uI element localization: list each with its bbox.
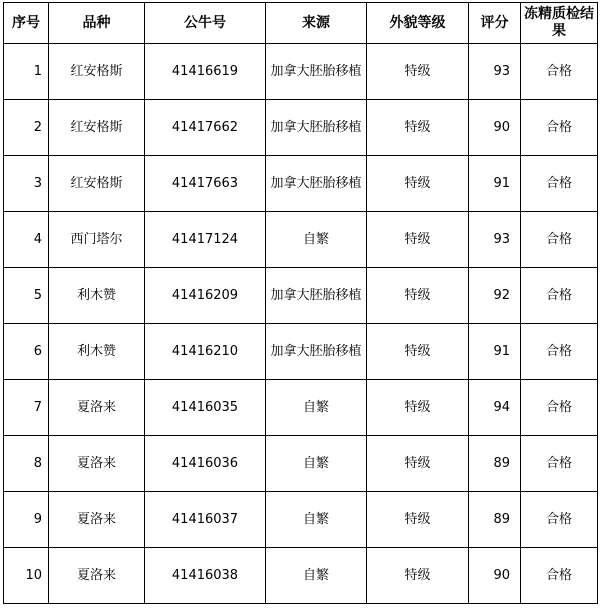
cell-breed (49, 100, 145, 156)
table-row (4, 212, 598, 268)
cell-breed (49, 212, 145, 268)
cell-source-text: 加拿大胚胎移植 (270, 343, 362, 359)
cell-no (4, 100, 49, 156)
cell-breed-text: 西门塔尔 (70, 231, 123, 247)
cell-no-text: 7 (33, 399, 42, 415)
cell-no (4, 44, 49, 100)
cell-bull-number (145, 324, 266, 380)
cell-score (469, 212, 521, 268)
cell-source (266, 100, 367, 156)
cell-score (469, 436, 521, 492)
cell-result-text: 合格 (545, 343, 572, 359)
cell-no (4, 548, 49, 604)
cell-grade (367, 100, 469, 156)
cell-result (521, 100, 598, 156)
cell-no (4, 268, 49, 324)
cell-grade-text: 特级 (404, 399, 431, 415)
cell-bull-number (145, 44, 266, 100)
cell-breed-text: 利木赞 (76, 287, 116, 303)
cell-score (469, 268, 521, 324)
cell-grade-text: 特级 (404, 63, 431, 79)
cell-breed-text: 夏洛来 (76, 567, 116, 583)
cell-bull-number (145, 380, 266, 436)
cell-breed-text: 红安格斯 (70, 63, 123, 79)
cell-grade (367, 492, 469, 548)
cell-score (469, 100, 521, 156)
header-score: 评分 (469, 3, 521, 44)
cell-grade-text: 特级 (404, 287, 431, 303)
cell-score-text: 91 (493, 175, 510, 191)
cell-no-text: 5 (33, 287, 42, 303)
cell-bull-number-text: 41416037 (171, 511, 239, 527)
cell-breed (49, 380, 145, 436)
header-appearance-grade: 外貌等级 (367, 3, 469, 44)
cell-score-text: 93 (493, 231, 510, 247)
table-row (4, 436, 598, 492)
cell-result-text: 合格 (545, 63, 572, 79)
cell-bull-number-text: 41416035 (171, 399, 239, 415)
header-bull-number: 公牛号 (145, 3, 266, 44)
cell-grade (367, 436, 469, 492)
cell-no (4, 156, 49, 212)
cell-bull-number-text: 41416038 (171, 567, 239, 583)
cell-grade-text: 特级 (404, 455, 431, 471)
cell-breed-text: 夏洛来 (76, 399, 116, 415)
cell-grade (367, 380, 469, 436)
cell-source (266, 380, 367, 436)
cell-grade (367, 548, 469, 604)
cell-grade-text: 特级 (404, 567, 431, 583)
cell-grade (367, 44, 469, 100)
cell-score (469, 324, 521, 380)
header-semen-test-result: 冻精质检结果 (521, 3, 598, 44)
cell-result (521, 492, 598, 548)
cell-bull-number-text: 41417663 (171, 175, 239, 191)
cell-source (266, 492, 367, 548)
cell-bull-number-text: 41416210 (171, 343, 239, 359)
cell-source (266, 436, 367, 492)
cell-score (469, 156, 521, 212)
cell-score (469, 44, 521, 100)
cell-grade-text: 特级 (404, 231, 431, 247)
cell-result (521, 156, 598, 212)
cell-bull-number (145, 156, 266, 212)
table-row (4, 380, 598, 436)
cell-score-text: 91 (493, 343, 510, 359)
cell-breed (49, 324, 145, 380)
cell-result-text: 合格 (545, 287, 572, 303)
table-row (4, 156, 598, 212)
cell-no-text: 2 (33, 119, 42, 135)
cell-score-text: 92 (493, 287, 510, 303)
cell-result (521, 324, 598, 380)
cell-score (469, 548, 521, 604)
cell-no-text: 8 (33, 455, 42, 471)
cell-source-text: 自繁 (302, 455, 329, 471)
cell-score-text: 89 (493, 455, 510, 471)
cell-no-text: 3 (33, 175, 42, 191)
table-row (4, 100, 598, 156)
cell-source-text: 自繁 (302, 567, 329, 583)
cell-grade (367, 212, 469, 268)
cell-source (266, 324, 367, 380)
cell-score-text: 90 (493, 567, 510, 583)
cell-grade-text: 特级 (404, 175, 431, 191)
cell-bull-number (145, 212, 266, 268)
cell-grade (367, 156, 469, 212)
cell-grade-text: 特级 (404, 343, 431, 359)
table-row (4, 268, 598, 324)
cell-bull-number-text: 41417662 (171, 119, 239, 135)
cell-source-text: 加拿大胚胎移植 (270, 119, 362, 135)
cell-result (521, 380, 598, 436)
cell-no-text: 10 (25, 567, 42, 583)
cell-breed-text: 夏洛来 (76, 511, 116, 527)
table-row (4, 44, 598, 100)
cell-bull-number-text: 41417124 (171, 231, 239, 247)
cell-result-text: 合格 (545, 175, 572, 191)
cell-bull-number (145, 100, 266, 156)
cell-grade-text: 特级 (404, 119, 431, 135)
cell-breed (49, 436, 145, 492)
cell-source (266, 156, 367, 212)
cell-bull-number-text: 41416209 (171, 287, 239, 303)
cell-no (4, 492, 49, 548)
cell-bull-number-text: 41416619 (171, 63, 239, 79)
cell-breed (49, 548, 145, 604)
cell-result-text: 合格 (545, 231, 572, 247)
cell-breed-text: 红安格斯 (70, 119, 123, 135)
cell-no-text: 4 (33, 231, 42, 247)
cell-breed (49, 44, 145, 100)
cell-no (4, 436, 49, 492)
cell-result (521, 436, 598, 492)
table-row (4, 492, 598, 548)
cell-no (4, 212, 49, 268)
cell-no (4, 324, 49, 380)
cell-no-text: 9 (33, 511, 42, 527)
cell-source-text: 自繁 (302, 231, 329, 247)
cell-result-text: 合格 (545, 511, 572, 527)
cell-result-text: 合格 (545, 567, 572, 583)
cell-result (521, 212, 598, 268)
cell-source-text: 自繁 (302, 399, 329, 415)
cell-breed (49, 268, 145, 324)
header-source: 来源 (266, 3, 367, 44)
cell-breed (49, 492, 145, 548)
cell-bull-number-text: 41416036 (171, 455, 239, 471)
cell-result-text: 合格 (545, 399, 572, 415)
header-no: 序号 (4, 3, 49, 44)
header-breed: 品种 (49, 3, 145, 44)
cell-no-text: 6 (33, 343, 42, 359)
cell-result (521, 44, 598, 100)
cell-score-text: 93 (493, 63, 510, 79)
cell-result (521, 268, 598, 324)
cell-breed (49, 156, 145, 212)
header-row (4, 3, 598, 44)
cell-source-text: 加拿大胚胎移植 (270, 287, 362, 303)
cell-result (521, 548, 598, 604)
cell-bull-number (145, 436, 266, 492)
cell-score-text: 90 (493, 119, 510, 135)
cell-bull-number (145, 548, 266, 604)
cell-result-text: 合格 (545, 119, 572, 135)
cell-source-text: 加拿大胚胎移植 (270, 63, 362, 79)
cell-source-text: 自繁 (302, 511, 329, 527)
cell-score (469, 492, 521, 548)
cell-no-text: 1 (33, 63, 42, 79)
cell-grade-text: 特级 (404, 511, 431, 527)
cell-grade (367, 324, 469, 380)
cell-source-text: 加拿大胚胎移植 (270, 175, 362, 191)
cell-result-text: 合格 (545, 455, 572, 471)
cell-score (469, 380, 521, 436)
cell-source (266, 212, 367, 268)
cell-score-text: 89 (493, 511, 510, 527)
table-row (4, 548, 598, 604)
cell-bull-number (145, 492, 266, 548)
cell-bull-number (145, 268, 266, 324)
table-row (4, 324, 598, 380)
bull-table (3, 2, 598, 604)
cell-source (266, 268, 367, 324)
cell-grade (367, 268, 469, 324)
cell-breed-text: 利木赞 (76, 343, 116, 359)
cell-source (266, 44, 367, 100)
cell-score-text: 94 (493, 399, 510, 415)
cell-no (4, 380, 49, 436)
cell-source (266, 548, 367, 604)
cell-breed-text: 红安格斯 (70, 175, 123, 191)
cell-breed-text: 夏洛来 (76, 455, 116, 471)
